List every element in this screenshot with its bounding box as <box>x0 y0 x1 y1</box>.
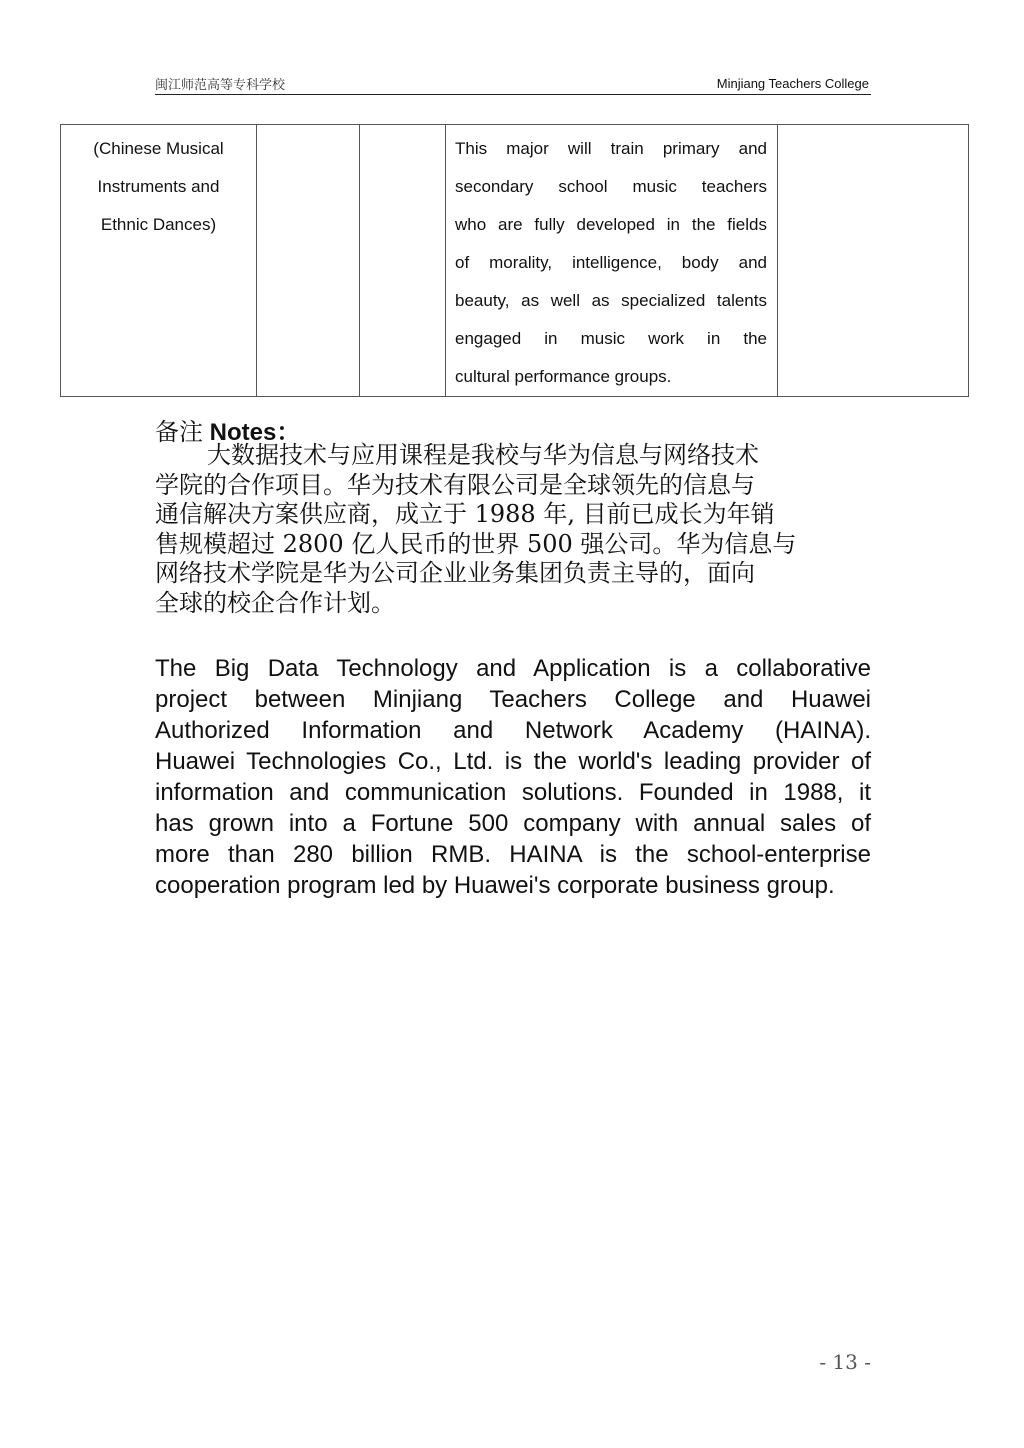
en-line: has grown into a Fortune 500 company with annual sales of <box>155 810 871 837</box>
description-line: engaged in music work in the <box>455 329 767 348</box>
major-description-cell <box>446 125 778 397</box>
zh-line: 全球的校企合作计划。 <box>155 588 395 617</box>
notes-heading-cn: 备注 <box>155 418 203 446</box>
continued-majors-table <box>60 124 969 397</box>
description-line: beauty, as well as specialized talents <box>455 291 767 310</box>
major-name-cell <box>61 125 257 397</box>
table-row <box>61 125 969 397</box>
empty-cell <box>360 125 446 397</box>
zh-line: 学院的合作项目。华为技术有限公司是全球领先的信息与 <box>155 470 755 499</box>
major-name-line: (Chinese Musical <box>93 139 224 158</box>
zh-line: 网络技术学院是华为公司企业业务集团负责主导的，面向 <box>155 559 755 587</box>
zh-line: 通信解决方案供应商，成立于 1988 年, 目前已成长为年销 <box>155 500 775 528</box>
en-line: project between Minjiang Teachers College and Huawei <box>155 686 871 713</box>
page-header <box>155 72 871 95</box>
en-line: more than 280 billion RMB. HAINA is the school-enterprise <box>155 841 871 868</box>
description-line: This major will train primary and <box>455 139 767 158</box>
zh-line: 售规模超过 2800 亿人民币的世界 500 强公司。华为信息与 <box>155 529 797 558</box>
en-line: Authorized Information and Network Academy (HAINA). <box>155 717 871 744</box>
header-school-name-cn: 闽江师范高等专科学校 <box>155 78 286 93</box>
description-line: of morality, intelligence, body and <box>455 253 767 272</box>
zh-line: 大数据技术与应用课程是我校与华为信息与网络技术 <box>207 441 759 469</box>
header-school-name-en: Minjiang Teachers College <box>716 76 869 91</box>
en-line: Huawei Technologies Co., Ltd. is the world's leading provider of <box>155 748 871 775</box>
en-line: cooperation program led by Huawei's corporate business group. <box>155 872 835 899</box>
description-line: cultural performance groups. <box>455 367 672 386</box>
description-line: who are fully developed in the fields <box>455 215 767 234</box>
empty-cell <box>257 125 360 397</box>
en-line: The Big Data Technology and Application is a collaborative <box>155 655 871 682</box>
notes-english-paragraph <box>155 653 871 901</box>
major-name-line: Instruments and <box>97 177 220 196</box>
page-number: - 13 - <box>819 1350 871 1374</box>
empty-cell <box>778 125 969 397</box>
major-name-line: Ethnic Dances) <box>100 215 217 234</box>
notes-heading-en: Notes： <box>203 419 301 446</box>
description-line: secondary school music teachers <box>455 177 767 196</box>
notes-chinese-paragraph <box>155 441 871 618</box>
en-line: information and communication solutions. Founded in 1988, it <box>155 779 871 806</box>
